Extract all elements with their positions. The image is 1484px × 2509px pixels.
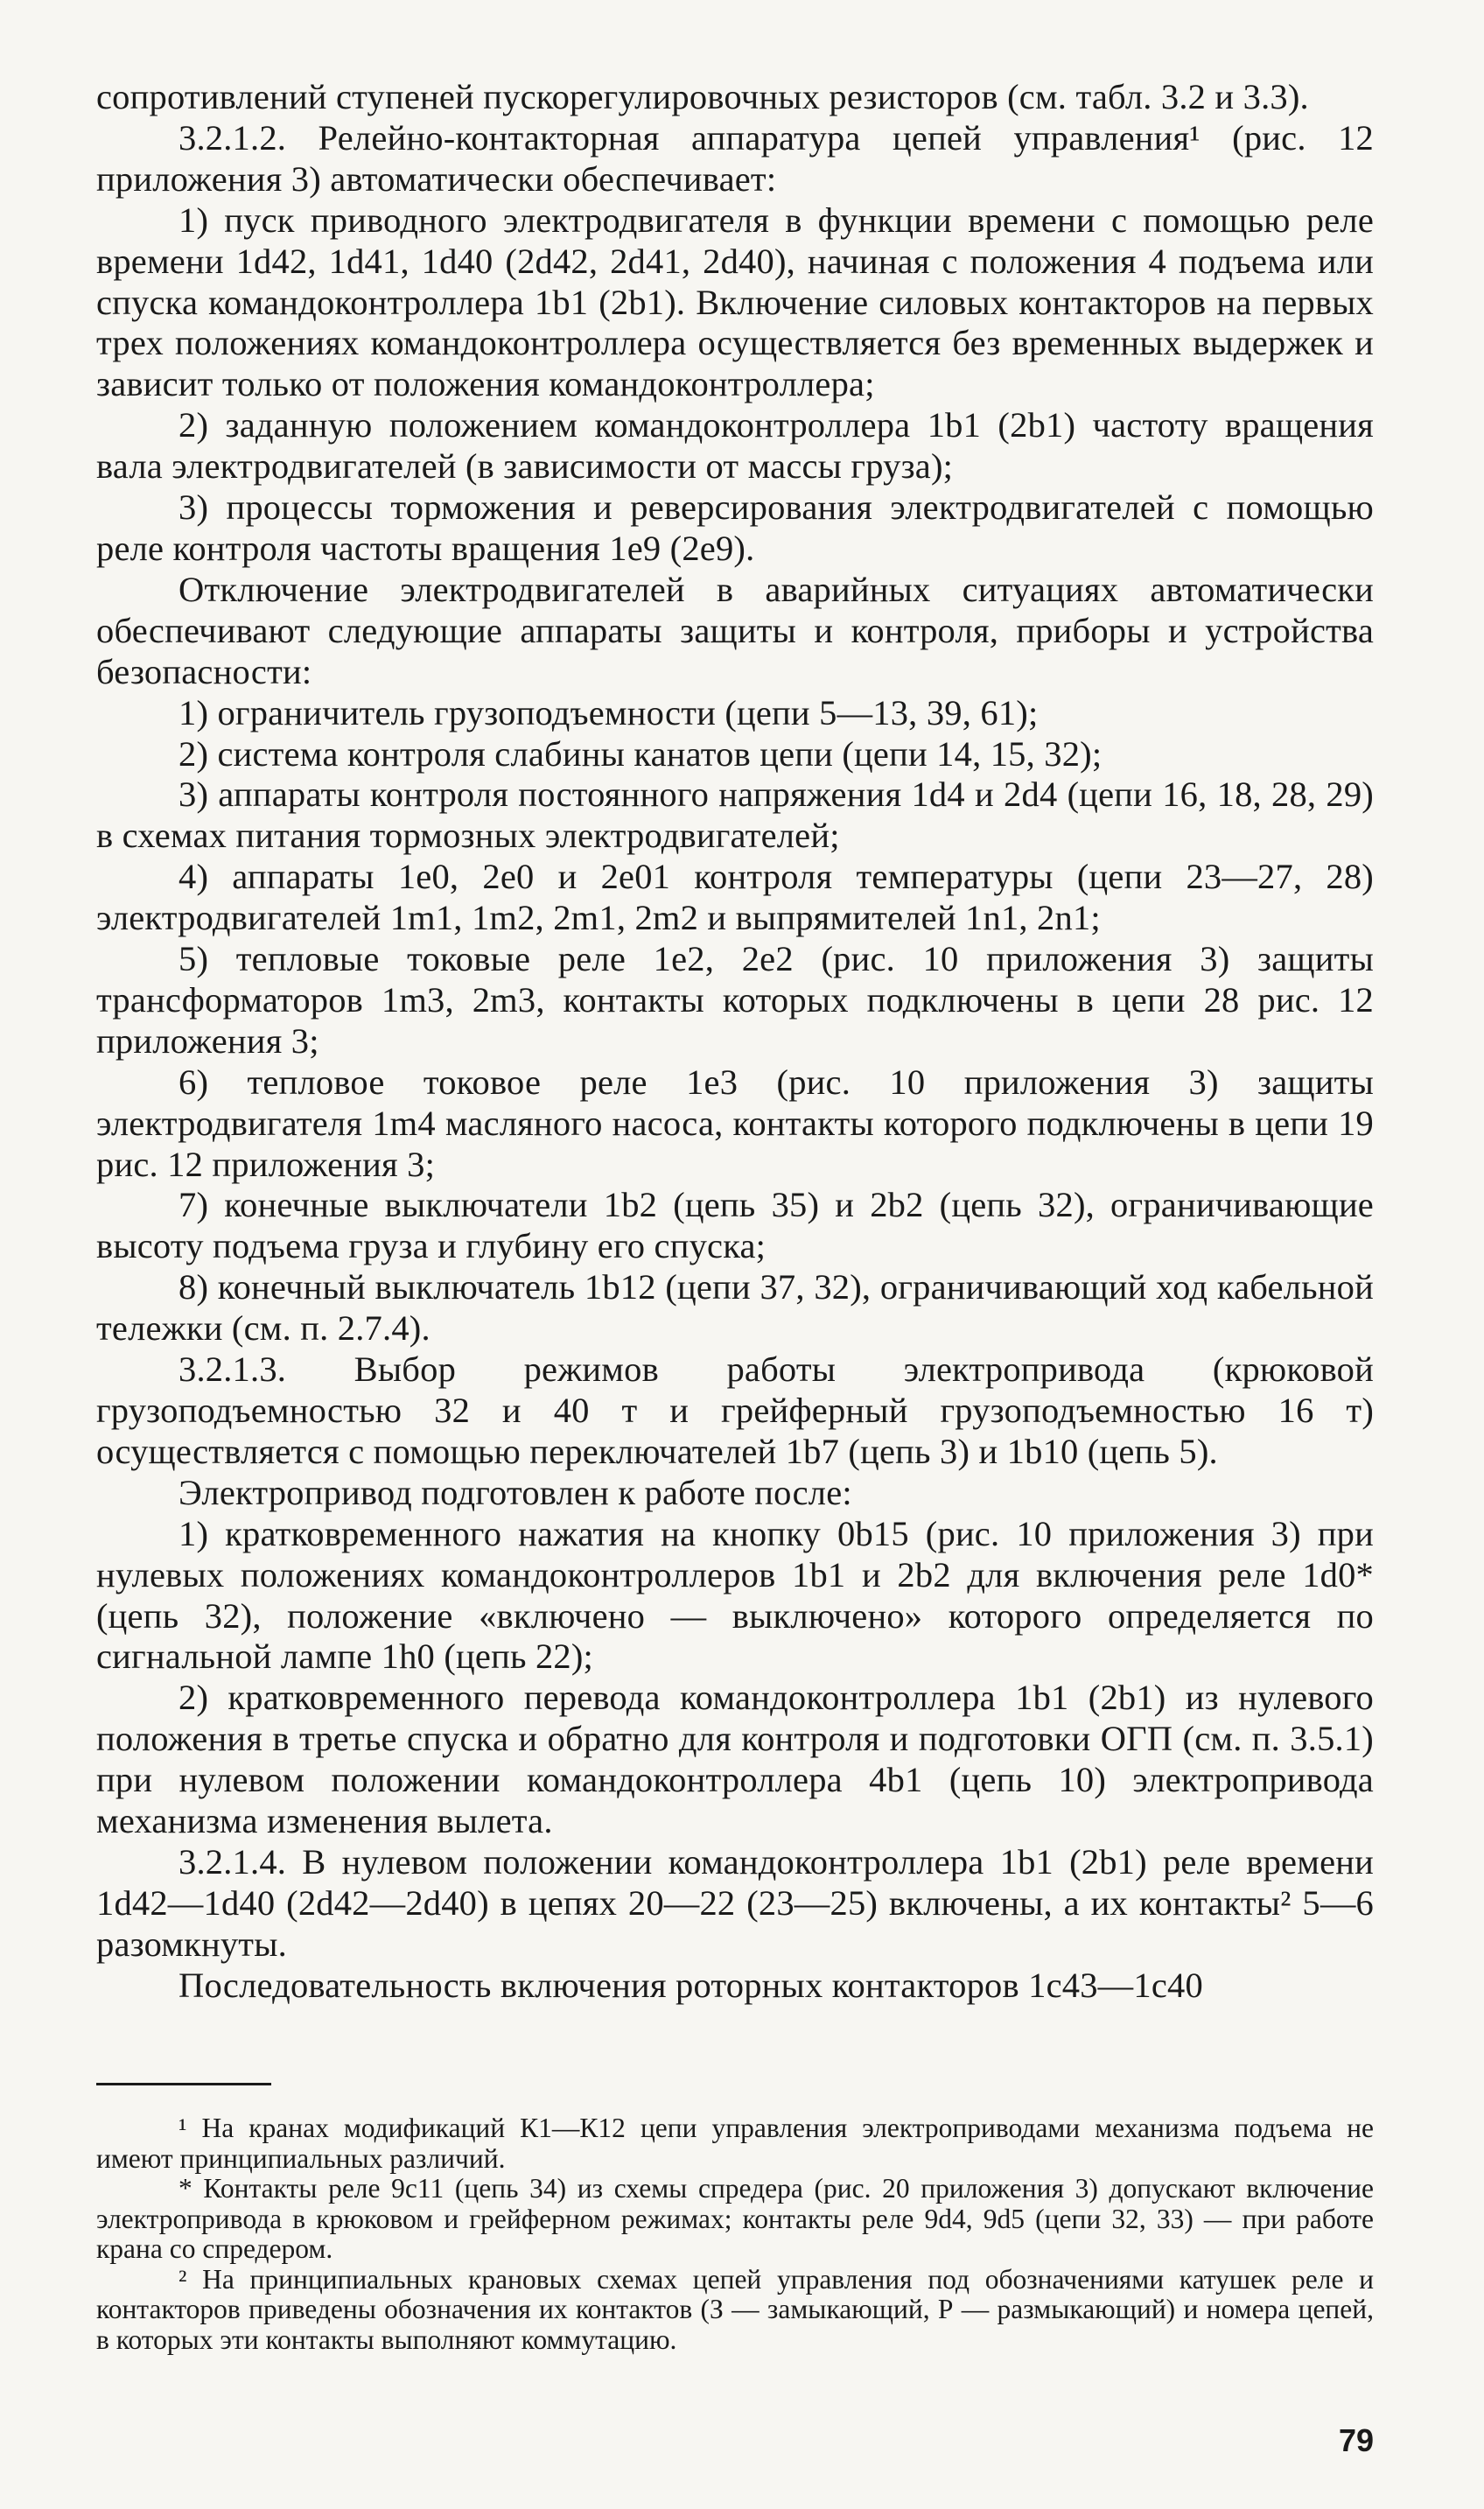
- paragraph-continuation: сопротивлений ступеней пускорегулировочных резисторов (см. табл. 3.2 и 3.3).: [96, 77, 1309, 116]
- protection-item-2: 2) система контроля слабины канатов цепи (цепи 14, 15, 32);: [178, 733, 1102, 774]
- protection-item-4: 4) аппараты 1e0, 2e0 и 2e01 контроля температуры (цепи 23—27, 28) электродвигателей 1m1, 1m2, 2m1, 2m2 и выпрямителей 1n1, 2n1;: [96, 857, 1374, 938]
- sequence-paragraph: Последовательность включения роторных контакторов 1c43—1c40: [178, 1965, 1203, 2005]
- protection-item-7: 7) конечные выключатели 1b2 (цепь 35) и 2b2 (цепь 32), ограничивающие высоту подъема груза и глубину его спуска;: [96, 1185, 1374, 1266]
- protection-item-5: 5) тепловые токовые реле 1e2, 2e2 (рис. 10 приложения 3) защиты трансформаторов 1m3, 2m3, контакты которых подключены в цепи 28 рис. 12 приложения 3;: [96, 939, 1374, 1061]
- footnote-2: ² На принципиальных крановых схемах цепей управления под обозначениями катушек реле и контакторов приведены обозначения их контактов (З — замыкающий, Р — размыкающий) и номера цепей, в которых эти контакты выполняют коммутацию.: [96, 2263, 1374, 2355]
- readiness-item-2: 2) кратковременного перевода командоконтроллера 1b1 (2b1) из нулевого положения в третье спуска и обратно для контроля и подготовки ОГП (см. п. 3.5.1) при нулевом положении командоконтроллера 4b1 (цепь 10) электропривода механизма изменения вылета.: [96, 1678, 1374, 1841]
- section-3-2-1-4: 3.2.1.4. В нулевом положении командоконтроллера 1b1 (2b1) реле времени 1d42—1d40 (2d42—2d40) в цепях 20—22 (23—25) включены, а их контакты² 5—6 разомкнуты.: [96, 1841, 1374, 1964]
- section-3-2-1-3: 3.2.1.3. Выбор режимов работы электропривода (крюковой грузоподъемностью 32 и 40 т и грейферный грузоподъемностью 16 т) осуществляется с помощью переключателей 1b7 (цепь 3) и 1b10 (цепь 5).: [96, 1349, 1374, 1471]
- footnote-1: ¹ На кранах модификаций К1—К12 цепи управления электроприводами механизма подъема не имеют принципиальных различий.: [96, 2113, 1374, 2174]
- list-item-1-start: 1) пуск приводного электродвигателя в функции времени с помощью реле времени 1d42, 1d41, 1d40 (2d42, 2d41, 2d40), начиная с положения 4 подъема или спуска командоконтроллера 1b1 (2b1). Включение силовых контакторов на первых трех положениях командоконтроллера осуществляется без временных выдержек и зависит только от положения командоконтроллера;: [96, 200, 1374, 404]
- section-3-2-1-2: 3.2.1.2. Релейно-контакторная аппаратура цепей управления¹ (рис. 12 приложения 3) автоматически обеспечивает:: [96, 117, 1374, 199]
- protection-intro: Отключение электродвигателей в аварийных ситуациях автоматически обеспечивают следующие аппараты защиты и контроля, приборы и устройства безопасности:: [96, 569, 1374, 691]
- footnotes: [96, 2113, 1374, 2355]
- main-text: [96, 77, 1374, 2007]
- protection-item-8: 8) конечный выключатель 1b12 (цепи 37, 32), ограничивающий ход кабельной тележки (см. п. 2.7.4).: [96, 1267, 1374, 1349]
- protection-item-6: 6) тепловое токовое реле 1e3 (рис. 10 приложения 3) защиты электродвигателя 1m4 масляного насоса, контакты которого подключены в цепи 19 рис. 12 приложения 3;: [96, 1062, 1374, 1184]
- footnote-asterisk: * Контакты реле 9c11 (цепь 34) из схемы спредера (рис. 20 приложения 3) допускают включение электропривода в крюковом и грейферном режимах; контакты реле 9d4, 9d5 (цепи 32, 33) — при работе крана со спредером.: [96, 2173, 1374, 2264]
- footnote-divider: [96, 2083, 271, 2085]
- protection-item-1: 1) ограничитель грузоподъемности (цепи 5—13, 39, 61);: [178, 692, 1039, 732]
- readiness-item-1: 1) кратковременного нажатия на кнопку 0b15 (рис. 10 приложения 3) при нулевых положениях командоконтроллеров 1b1 и 2b2 для включения реле 1d0* (цепь 32), положение «включено — выключено» которого определяется по сигнальной лампе 1h0 (цепь 22);: [96, 1513, 1374, 1677]
- protection-item-3: 3) аппараты контроля постоянного напряжения 1d4 и 2d4 (цепи 16, 18, 28, 29) в схемах питания тормозных электродвигателей;: [96, 774, 1374, 856]
- list-item-3-braking: 3) процессы торможения и реверсирования электродвигателей с помощью реле контроля частоты вращения 1e9 (2e9).: [96, 487, 1374, 568]
- list-item-2-speed: 2) заданную положением командоконтроллера 1b1 (2b1) частоту вращения вала электродвигателей (в зависимости от массы груза);: [96, 405, 1374, 487]
- readiness-intro: Электропривод подготовлен к работе после:: [178, 1472, 852, 1512]
- page-number: 79: [1338, 2422, 1374, 2458]
